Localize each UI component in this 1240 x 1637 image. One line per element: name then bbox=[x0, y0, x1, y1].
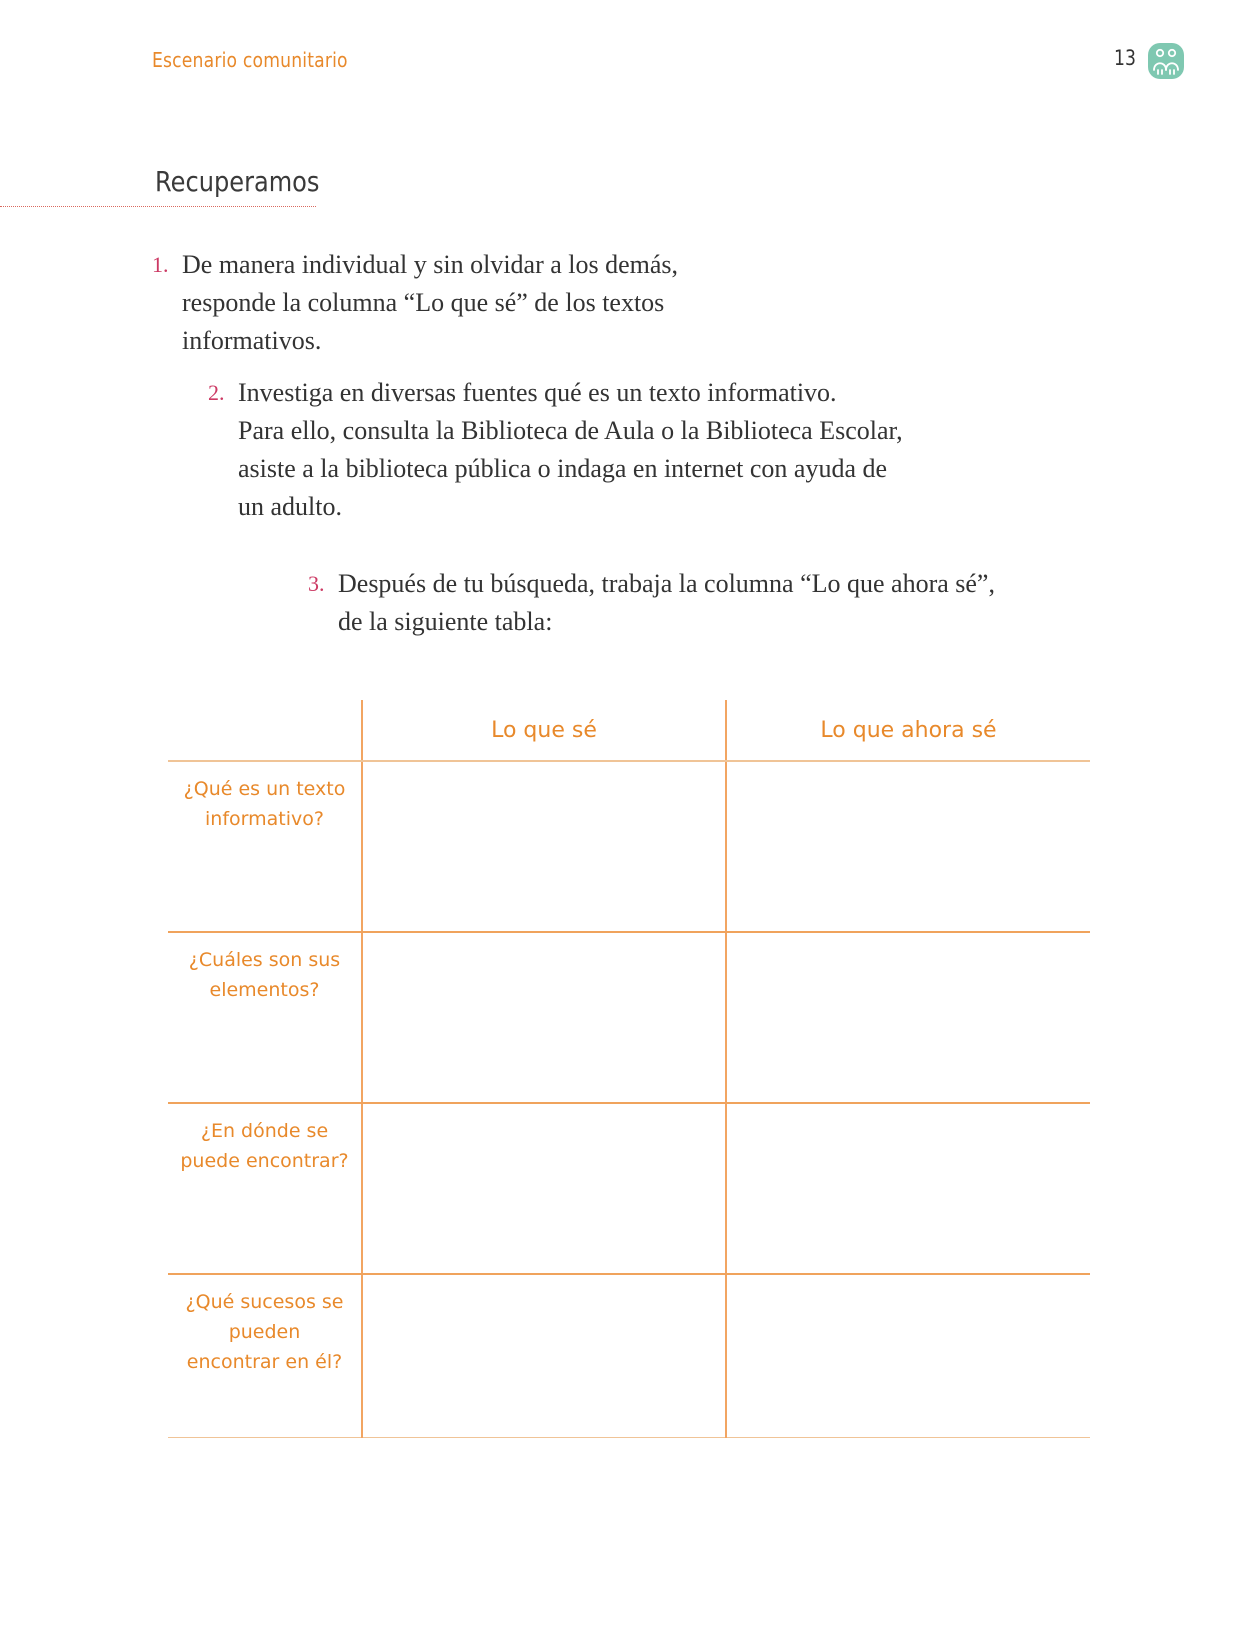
step-text-line: De manera individual y sin olvidar a los demás, bbox=[182, 250, 679, 279]
table-header-row bbox=[168, 700, 1090, 761]
row-question bbox=[168, 1103, 362, 1274]
row-question-text: ¿Cuáles son sus elementos? bbox=[188, 949, 341, 1001]
row-question bbox=[168, 1274, 362, 1438]
table-row bbox=[168, 1103, 1090, 1274]
answer-cell-lo-que-se[interactable] bbox=[362, 761, 726, 932]
step-text-line: Para ello, consulta la Biblioteca de Aula o la Biblioteca Escolar, bbox=[238, 416, 903, 445]
step-text-line: Después de tu búsqueda, trabaja la columna “Lo que ahora sé”, bbox=[338, 569, 995, 598]
answer-cell-lo-que-ahora-se[interactable] bbox=[726, 761, 1090, 932]
row-question-text: ¿Qué es un texto informativo? bbox=[183, 778, 346, 830]
answer-cell-lo-que-se[interactable] bbox=[362, 1274, 726, 1438]
answer-cell-lo-que-ahora-se[interactable] bbox=[726, 1103, 1090, 1274]
row-question-text: ¿Qué sucesos se pueden encontrar en él? bbox=[185, 1291, 344, 1373]
table-row bbox=[168, 761, 1090, 932]
answer-cell-lo-que-se[interactable] bbox=[362, 932, 726, 1103]
column-header-lo-que-ahora-se: Lo que ahora sé bbox=[726, 700, 1090, 761]
answer-cell-lo-que-ahora-se[interactable] bbox=[726, 1274, 1090, 1438]
answer-cell-lo-que-se[interactable] bbox=[362, 1103, 726, 1274]
row-question-text: ¿En dónde se puede encontrar? bbox=[180, 1120, 349, 1172]
table-row bbox=[168, 1274, 1090, 1438]
kwl-table bbox=[168, 700, 1090, 1438]
step-number: 3. bbox=[308, 571, 325, 596]
row-question bbox=[168, 761, 362, 932]
step-text-line: informativos. bbox=[182, 326, 322, 355]
step-text-line: asiste a la biblioteca pública o indaga en internet con ayuda de bbox=[238, 454, 888, 483]
row-question bbox=[168, 932, 362, 1103]
community-people-icon bbox=[1148, 43, 1184, 79]
answer-cell-lo-que-ahora-se[interactable] bbox=[726, 932, 1090, 1103]
table-corner-cell bbox=[168, 700, 362, 761]
section-title-divider bbox=[0, 206, 316, 207]
page-number: 13 bbox=[1114, 46, 1136, 70]
instruction-step-2 bbox=[208, 374, 938, 526]
section-title: Recuperamos bbox=[155, 165, 320, 198]
instruction-step-3 bbox=[308, 565, 1058, 641]
step-text-line: Investiga en diversas fuentes qué es un texto informativo. bbox=[238, 378, 837, 407]
instruction-step-1 bbox=[152, 246, 742, 360]
step-text-line: de la siguiente tabla: bbox=[338, 607, 553, 636]
table-row bbox=[168, 932, 1090, 1103]
column-header-lo-que-se: Lo que sé bbox=[362, 700, 726, 761]
step-number: 2. bbox=[208, 380, 225, 405]
step-text-line: un adulto. bbox=[238, 492, 342, 521]
running-head-section-label: Escenario comunitario bbox=[152, 48, 348, 72]
step-number: 1. bbox=[152, 252, 169, 277]
step-text-line: responde la columna “Lo que sé” de los textos bbox=[182, 288, 665, 317]
